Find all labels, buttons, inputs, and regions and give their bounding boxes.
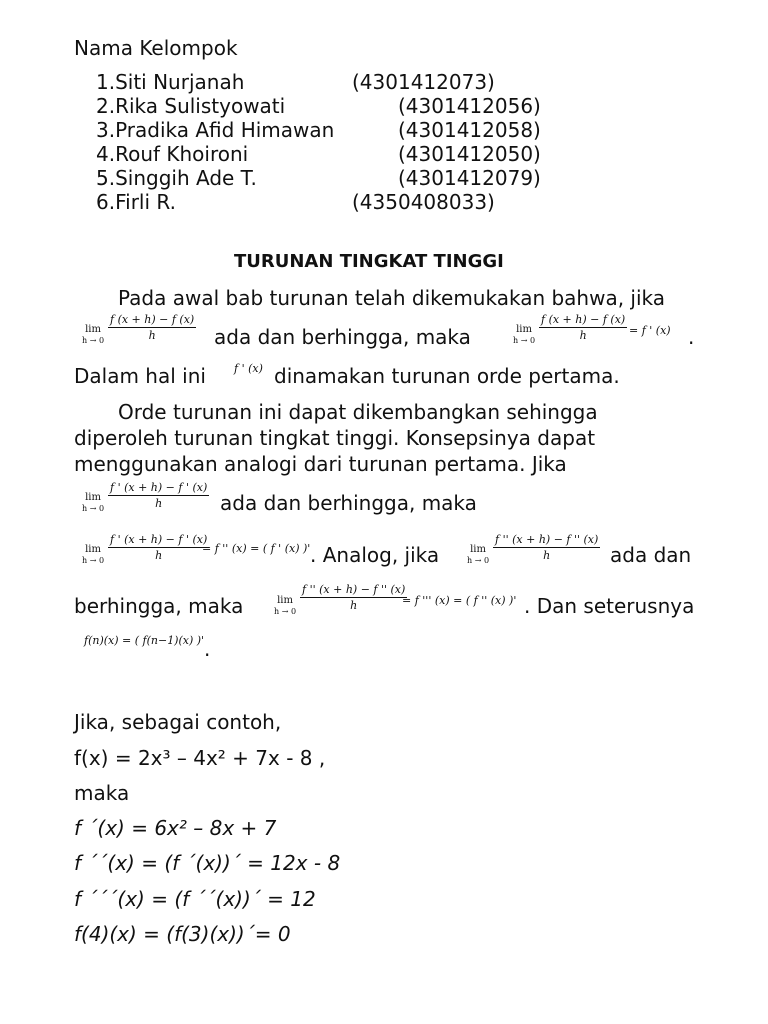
fraction-6-rhs: = f ''' (x) = ( f '' (x) )' [402,594,517,607]
member-5-nim: (4301412079) [398,166,541,190]
example-d4: f(4)(x) = (f(3)(x))´= 0 [74,922,291,946]
fraction-4: $\frac{f ' (x + h) - f ' (x)}{h}$ [110,533,208,562]
limit-3: lim h → 0 [82,492,105,513]
p1-end: . [688,325,695,349]
limit-2: lim h → 0 [513,324,536,345]
fraction-1: $\frac{f (x + h) - f (x)}{h}$ [110,313,195,342]
p1-line3a: Dalam hal ini [74,364,206,388]
fprime-symbol: f ' (x) [234,362,263,375]
member-1-nim: (4301412073) [352,70,495,94]
p2-line6b: . Dan seterusnya [524,594,695,618]
p1-line3b: dinamakan turunan orde pertama. [274,364,620,388]
member-3-nim: (4301412058) [398,118,541,142]
p2-line5a: . Analog, jika [310,543,440,567]
p2-line7: . [204,637,211,661]
example-fx: f(x) = 2x³ – 4x² + 7x - 8 , [74,746,326,770]
member-2-name: 2.Rika Sulistyowati [96,94,286,118]
p2-line6a: berhingga, maka [74,594,244,618]
fraction-3: $\frac{f ' (x + h) - f ' (x)}{h}$ [110,481,208,510]
member-2-nim: (4301412056) [398,94,541,118]
p2-line5b: ada dan [610,543,692,567]
limit-4: lim h → 0 [82,544,105,565]
p2-line2: diperoleh turunan tingkat tinggi. Konsepsinya dapat [74,426,596,450]
fn-expression: f(n)(x) = ( f(n−1)(x) )' [84,634,205,647]
section-heading: TURUNAN TINGKAT TINGGI [234,251,504,272]
member-6-nim: (4350408033) [352,190,495,214]
fraction-6: $\frac{f '' (x + h) - f '' (x)}{h}$ [302,583,406,612]
fraction-5: $\frac{f '' (x + h) - f '' (x)}{h}$ [495,533,599,562]
p1-line1: Pada awal bab turunan telah dikemukakan bahwa, jika [118,286,666,310]
example-d2: f ´´(x) = (f ´(x))´ = 12x - 8 [74,851,341,875]
group-title: Nama Kelompok [74,36,238,60]
member-6-name: 6.Firli R. [96,190,176,214]
fraction-2: $\frac{f (x + h) - f (x)}{h}$ [541,313,626,342]
fraction-4-rhs: = f '' (x) = ( f ' (x) )' [202,542,311,555]
limit-1: lim h → 0 [82,324,105,345]
limit-6: lim h → 0 [274,595,297,616]
p1-mid: ada dan berhingga, maka [214,325,471,349]
member-1-name: 1.Siti Nurjanah [96,70,245,94]
member-4-name: 4.Rouf Khoironi [96,142,249,166]
member-3-name: 3.Pradika Afid Himawan [96,118,335,142]
example-maka: maka [74,781,130,805]
p2-line3: menggunakan analogi dari turunan pertama. Jika [74,452,567,476]
example-d1: f ´(x) = 6x² – 8x + 7 [74,816,277,840]
limit-5: lim h → 0 [467,544,490,565]
fraction-2-rhs: = f ' (x) [629,324,671,337]
example-d3: f ´´´(x) = (f ´´(x))´ = 12 [74,887,316,911]
p2-line1: Orde turunan ini dapat dikembangkan sehingga [118,400,598,424]
example-intro: Jika, sebagai contoh, [74,710,282,734]
member-4-nim: (4301412050) [398,142,541,166]
member-5-name: 5.Singgih Ade T. [96,166,257,190]
p2-line4: ada dan berhingga, maka [220,491,477,515]
